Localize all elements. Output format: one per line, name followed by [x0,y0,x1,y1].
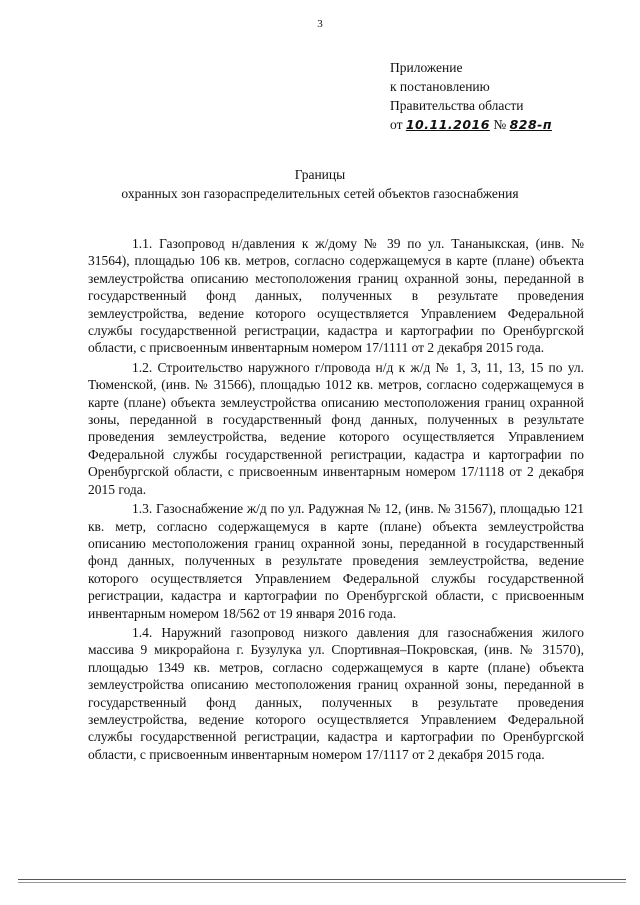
document-body [88,235,584,765]
document-title [0,165,640,203]
bottom-rule [18,879,626,880]
title-line1: Границы [294,167,346,182]
annex-date: 10.11.2016 [405,117,490,132]
paragraph-1-4: 1.4. Наружний газопровод низкого давления для газоснабжения жилого массива 9 микрорайона г. Бузулука ул. Спортивная–Покровская, (инв. № 31570), площадью 1349 кв. метров, согласно содержащемуся в карте (плане) объекта землеустройства описанию местоположения границ охранной зоны, переданной в государственный фонд данных, полученных в результате проведения землеустройства, ведение которого осуществляется Управлением Федеральной службы государственной регистрации, кадастра и картографии по Оренбургской области, с присвоенным инвентарным номером 17/1117 от 2 декабря 2015 года. [88,624,584,762]
paragraph-1-1: 1.1. Газопровод н/давления к ж/дому № 39 по ул. Тананыкская, (инв. № 31564), площадью 106 кв. метров, согласно содержащемуся в карте (плане) объекта землеустройства описанию местоположения границ охранной зоны, переданной в государственный фонд данных, полученных в результате проведения землеустройства, ведение которого осуществляется Управлением Федеральной службы государственной регистрации, кадастра и картографии по Оренбургской области, с присвоенным инвентарным номером 17/1111 от 2 декабря 2015 года. [88,236,584,356]
annex-number: 828-п [509,117,552,132]
annex-prefix: от [390,117,403,132]
bottom-rule-secondary [18,882,626,883]
page-number: 3 [317,18,323,30]
annex-date-line [390,115,552,134]
annex-line1: Приложение [390,60,463,75]
paragraph-1-3: 1.3. Газоснабжение ж/д по ул. Радужная № 12, (инв. № 31567), площадью 121 кв. метр, согласно содержащемуся в карте (плане) объекта землеустройства описанию местоположения границ охранной зоны, переданной в государственный фонд данных, полученных в результате проведения землеустройства, ведение которого осуществляется Управлением Федеральной службы государственной регистрации, кадастра и картографии по Оренбургской области, с присвоенным инвентарным номером 18/562 от 19 января 2016 года. [88,501,584,621]
paragraph-1-2: 1.2. Строительство наружного г/провода н/д к ж/д № 1, 3, 11, 13, 15 по ул. Тюменской, (инв. № 31566), площадью 1012 кв. метров, согласно содержащемуся в карте (плане) объекта землеустройства описанию местоположения границ охранной зоны, переданной в государственный фонд данных, полученных в результате проведения землеустройства, ведение которого осуществляется Управлением Федеральной службы государственной регистрации, кадастра и картографии по Оренбургской области, с присвоенным инвентарным номером 17/1118 от 2 декабря 2015 года. [88,359,584,497]
annex-block [390,58,552,134]
annex-line3: Правительства области [390,98,524,113]
title-line2: охранных зон газораспределительных сетей объектов газоснабжения [121,186,519,201]
annex-number-sign: № [493,117,507,132]
annex-line2: к постановлению [390,79,490,94]
